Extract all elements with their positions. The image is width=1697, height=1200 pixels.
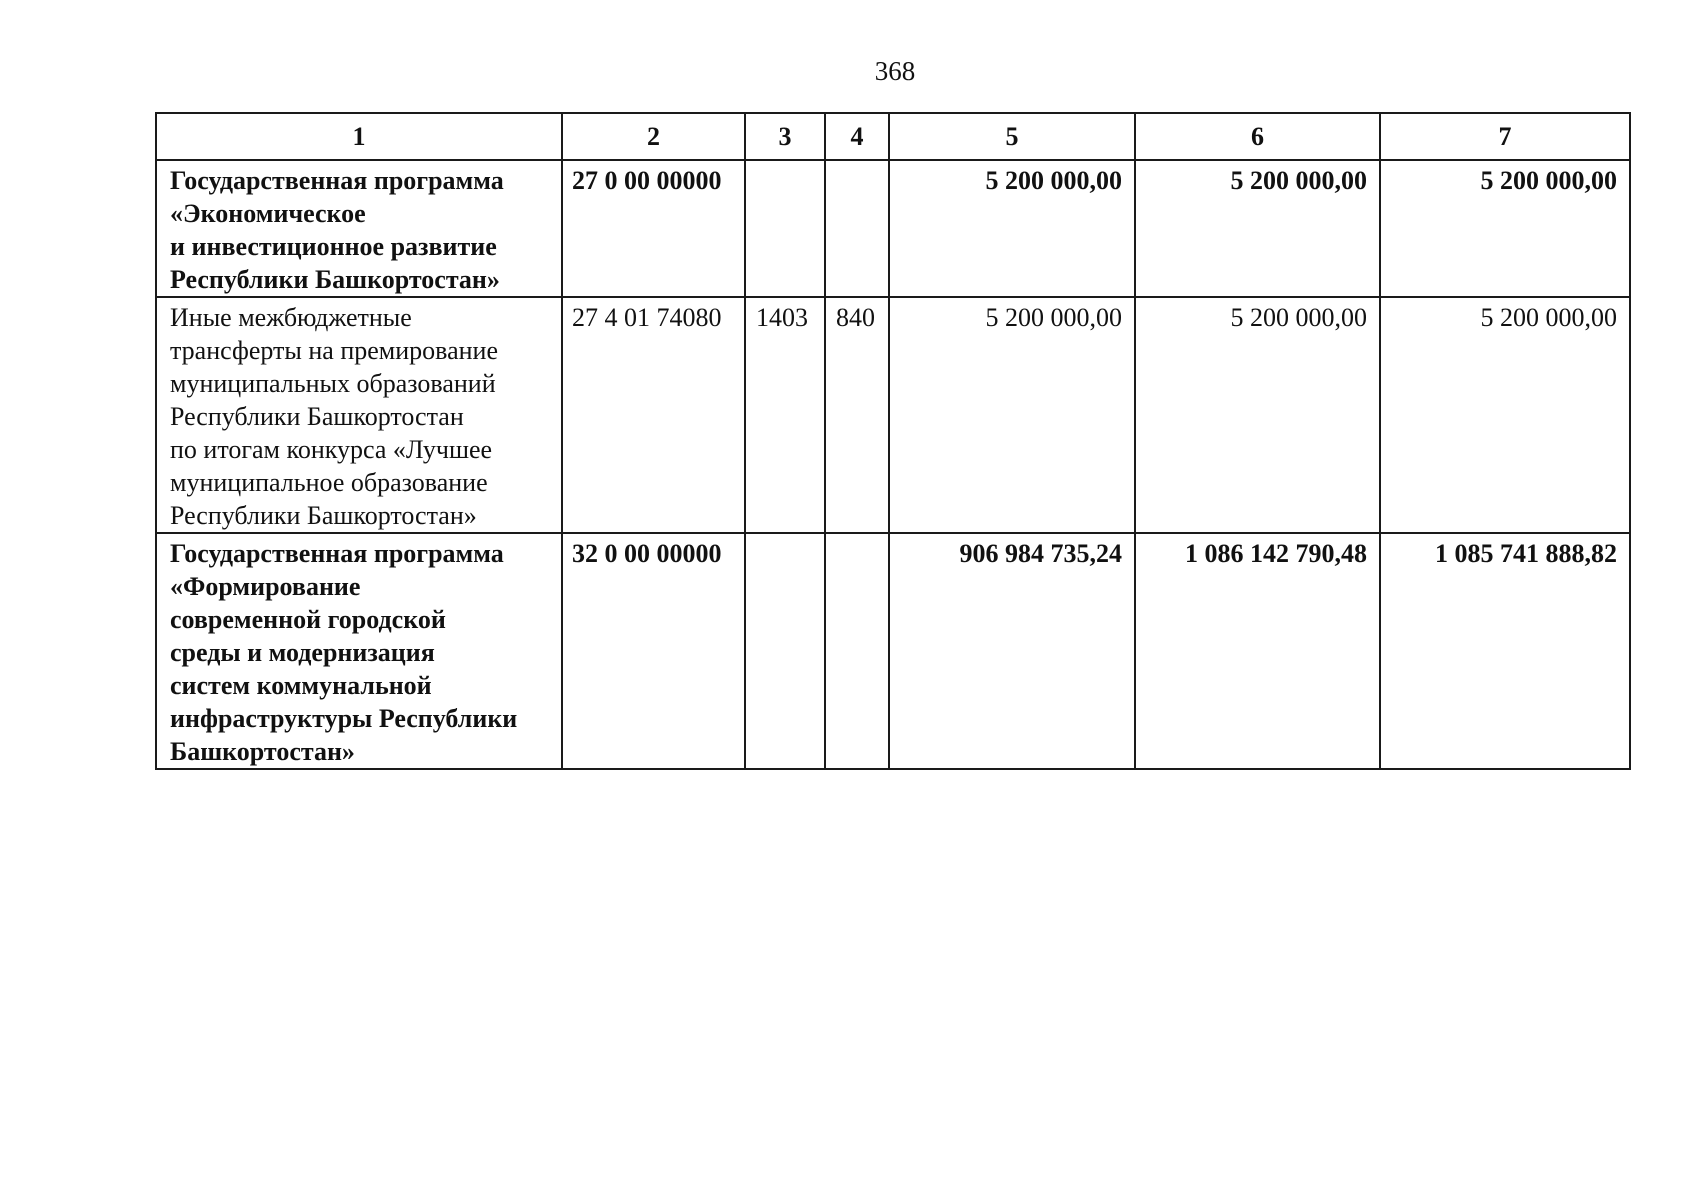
- budget-table: [155, 112, 1631, 770]
- row-section: 1403: [745, 297, 825, 533]
- column-header: 1: [156, 113, 562, 160]
- table-header-row: [156, 113, 1630, 160]
- table-row: [156, 533, 1630, 769]
- row-code: 32 0 00 00000: [562, 533, 745, 769]
- row-amount-col7: 1 085 741 888,82: [1380, 533, 1630, 769]
- row-name: Государственная программа «Экономическое и инвестиционное развитие Республики Башкортостан»: [156, 160, 562, 297]
- row-amount-col5: 5 200 000,00: [889, 297, 1135, 533]
- row-amount-col5: 5 200 000,00: [889, 160, 1135, 297]
- row-amount-col6: 1 086 142 790,48: [1135, 533, 1380, 769]
- row-amount-col6: 5 200 000,00: [1135, 160, 1380, 297]
- row-expense-type: 840: [825, 297, 889, 533]
- row-section: [745, 160, 825, 297]
- row-amount-col7: 5 200 000,00: [1380, 297, 1630, 533]
- row-expense-type: [825, 160, 889, 297]
- row-name: Государственная программа «Формирование современной городской среды и модернизация систем коммунальной инфраструктуры Республики Башкортостан»: [156, 533, 562, 769]
- column-header: 3: [745, 113, 825, 160]
- column-header: 7: [1380, 113, 1630, 160]
- column-header: 4: [825, 113, 889, 160]
- column-header: 6: [1135, 113, 1380, 160]
- row-amount-col6: 5 200 000,00: [1135, 297, 1380, 533]
- table-row: [156, 160, 1630, 297]
- row-expense-type: [825, 533, 889, 769]
- row-name: Иные межбюджетные трансферты на премирование муниципальных образований Республики Башкортостан по итогам конкурса «Лучшее муниципальное образование Республики Башкортостан»: [156, 297, 562, 533]
- page-number: 368: [874, 56, 916, 86]
- column-header: 5: [889, 113, 1135, 160]
- row-amount-col5: 906 984 735,24: [889, 533, 1135, 769]
- row-section: [745, 533, 825, 769]
- table-row: [156, 297, 1630, 533]
- column-header: 2: [562, 113, 745, 160]
- row-amount-col7: 5 200 000,00: [1380, 160, 1630, 297]
- row-code: 27 0 00 00000: [562, 160, 745, 297]
- row-code: 27 4 01 74080: [562, 297, 745, 533]
